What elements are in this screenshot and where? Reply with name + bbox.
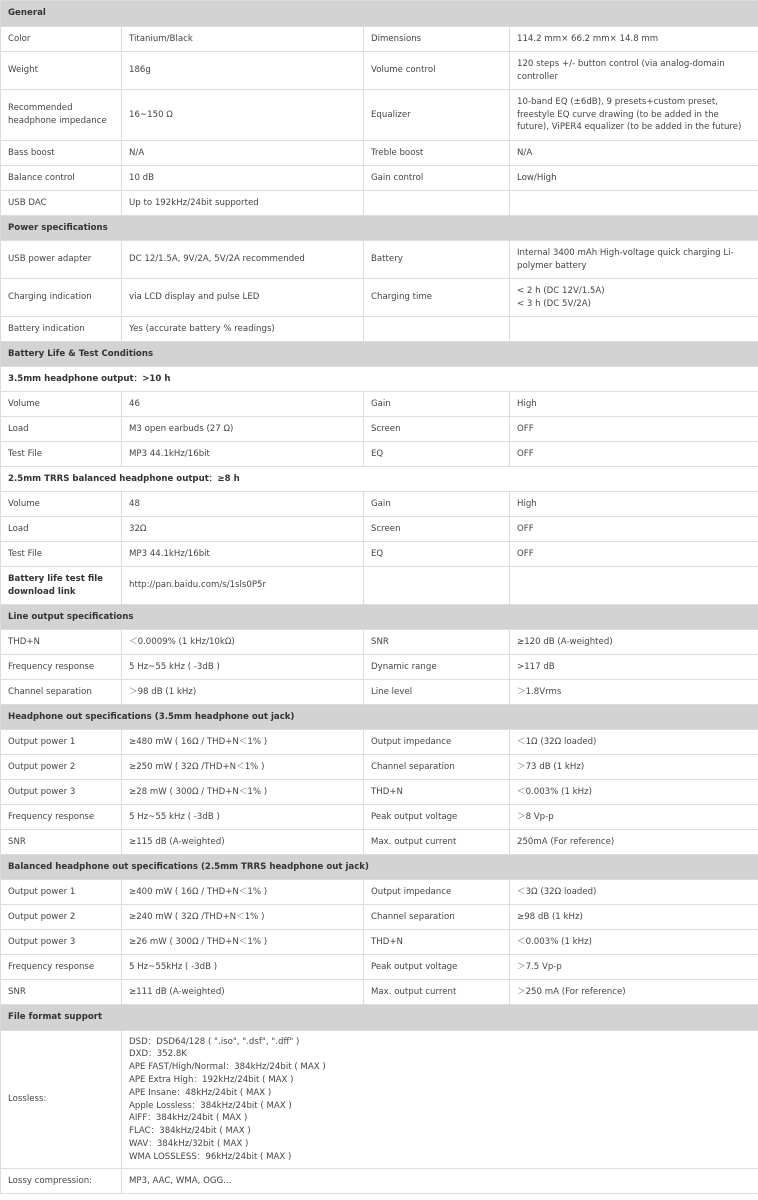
- spec-value: ＞8 Vp-p: [510, 805, 758, 830]
- spec-value: ≥120 dB (A-weighted): [510, 630, 758, 655]
- table-row: [1, 417, 758, 442]
- spec-label: SNR: [1, 980, 122, 1005]
- format-line: Apple Lossless：384kHz/24bit ( MAX ): [129, 1100, 292, 1111]
- spec-value: 10 dB: [122, 166, 364, 191]
- subsection-header: [1, 367, 758, 392]
- table-row: [1, 730, 758, 755]
- spec-value: High: [510, 492, 758, 517]
- empty-cell: [364, 317, 510, 342]
- table-row: [1, 52, 758, 90]
- spec-value: ＞250 mA (For reference): [510, 980, 758, 1005]
- spec-value: DC 12/1.5A, 9V/2A, 5V/2A recommended: [122, 241, 364, 279]
- spec-label: Output power 2: [1, 755, 122, 780]
- section-title: Battery Life & Test Conditions: [1, 342, 758, 367]
- table-row: [1, 90, 758, 141]
- spec-label: Gain: [364, 492, 510, 517]
- spec-value: 5 Hz~55 kHz ( -3dB ): [122, 805, 364, 830]
- spec-label: Screen: [364, 517, 510, 542]
- spec-label: USB DAC: [1, 191, 122, 216]
- spec-label: Volume: [1, 392, 122, 417]
- section-header-battery-life: [1, 342, 758, 367]
- spec-value: ＞98 dB (1 kHz): [122, 680, 364, 705]
- spec-value: 186g: [122, 52, 364, 90]
- empty-cell: [510, 191, 758, 216]
- spec-value: [510, 279, 758, 317]
- spec-value: MP3, AAC, WMA, OGG...: [122, 1169, 758, 1194]
- spec-label: Channel separation: [1, 680, 122, 705]
- table-row: [1, 1169, 758, 1194]
- format-line: WAV：384kHz/32bit ( MAX ): [129, 1138, 249, 1149]
- table-row: [1, 1031, 758, 1169]
- table-row: [1, 567, 758, 605]
- spec-value: ＜1Ω (32Ω loaded): [510, 730, 758, 755]
- section-header-headphone-out: [1, 705, 758, 730]
- subsection-header: [1, 467, 758, 492]
- table-row: [1, 27, 758, 52]
- spec-value: ≥26 mW ( 300Ω / THD+N＜1% ): [122, 930, 364, 955]
- table-row: [1, 141, 758, 166]
- spec-value: 16~150 Ω: [122, 90, 364, 141]
- spec-value: 250mA (For reference): [510, 830, 758, 855]
- spec-label: Weight: [1, 52, 122, 90]
- spec-label: THD+N: [1, 630, 122, 655]
- spec-label: Volume control: [364, 52, 510, 90]
- spec-value: 5 Hz~55kHz ( -3dB ): [122, 955, 364, 980]
- spec-value: Up to 192kHz/24bit supported: [122, 191, 364, 216]
- format-line: APE FAST/High/Normal：384kHz/24bit ( MAX ): [129, 1062, 326, 1073]
- spec-label: EQ: [364, 442, 510, 467]
- spec-label: Load: [1, 417, 122, 442]
- spec-value: Internal 3400 mAh High-voltage quick charging Li-polymer battery: [510, 241, 758, 279]
- table-row: [1, 655, 758, 680]
- spec-value: ≥240 mW ( 32Ω /THD+N＜1% ): [122, 905, 364, 930]
- spec-value: MP3 44.1kHz/16bit: [122, 542, 364, 567]
- spec-label: Output power 3: [1, 930, 122, 955]
- table-row: [1, 392, 758, 417]
- spec-label: Recommended headphone impedance: [1, 90, 122, 141]
- spec-value: 114.2 mm× 66.2 mm× 14.8 mm: [510, 27, 758, 52]
- spec-value: ≥400 mW ( 16Ω / THD+N＜1% ): [122, 880, 364, 905]
- spec-label: Frequency response: [1, 955, 122, 980]
- section-title: Balanced headphone out specifications (2.5mm TRRS headphone out jack): [1, 855, 758, 880]
- format-line: FLAC：384kHz/24bit ( MAX ): [129, 1126, 251, 1137]
- spec-label: Dynamic range: [364, 655, 510, 680]
- spec-value: ≥111 dB (A-weighted): [122, 980, 364, 1005]
- spec-label: Channel separation: [364, 905, 510, 930]
- charging-time-line: < 2 h (DC 12V/1.5A): [517, 285, 605, 296]
- table-row: [1, 780, 758, 805]
- format-line: WMA LOSSLESS：96kHz/24bit ( MAX ): [129, 1151, 292, 1162]
- spec-label: Volume: [1, 492, 122, 517]
- spec-label: Output impedance: [364, 880, 510, 905]
- spec-value: via LCD display and pulse LED: [122, 279, 364, 317]
- lossless-format-list: [122, 1031, 758, 1169]
- empty-cell: [364, 567, 510, 605]
- table-row: [1, 755, 758, 780]
- spec-value: ≥115 dB (A-weighted): [122, 830, 364, 855]
- spec-label: Output impedance: [364, 730, 510, 755]
- section-title: Line output specifications: [1, 605, 758, 630]
- spec-label: Frequency response: [1, 655, 122, 680]
- spec-label: Battery: [364, 241, 510, 279]
- spec-value: ≥98 dB (1 kHz): [510, 905, 758, 930]
- format-line: DSD：DSD64/128 ( ".iso", ".dsf", ".dff" ): [129, 1036, 300, 1047]
- table-row: [1, 317, 758, 342]
- spec-label: Line level: [364, 680, 510, 705]
- spec-label: Treble boost: [364, 141, 510, 166]
- spec-label: Balance control: [1, 166, 122, 191]
- spec-value: ＜0.0009% (1 kHz/10kΩ): [122, 630, 364, 655]
- spec-label: Peak output voltage: [364, 805, 510, 830]
- spec-value: ≥28 mW ( 300Ω / THD+N＜1% ): [122, 780, 364, 805]
- spec-label: Charging time: [364, 279, 510, 317]
- subsection-title: 3.5mm headphone output：>10 h: [1, 367, 758, 392]
- spec-label: Load: [1, 517, 122, 542]
- spec-label: Color: [1, 27, 122, 52]
- spec-value: ＞1.8Vrms: [510, 680, 758, 705]
- table-row: [1, 930, 758, 955]
- spec-value: High: [510, 392, 758, 417]
- spec-value: Titanium/Black: [122, 27, 364, 52]
- spec-label: THD+N: [364, 930, 510, 955]
- spec-label: Gain: [364, 392, 510, 417]
- section-title: Power specifications: [1, 216, 758, 241]
- table-row: [1, 905, 758, 930]
- spec-value: OFF: [510, 517, 758, 542]
- section-header-balanced-out: [1, 855, 758, 880]
- spec-value: Low/High: [510, 166, 758, 191]
- section-title: File format support: [1, 1005, 758, 1031]
- spec-label: Test File: [1, 442, 122, 467]
- spec-value: ＞73 dB (1 kHz): [510, 755, 758, 780]
- spec-label: Dimensions: [364, 27, 510, 52]
- spec-label: Battery life test file download link: [1, 567, 122, 605]
- empty-cell: [510, 317, 758, 342]
- section-title: Headphone out specifications (3.5mm headphone out jack): [1, 705, 758, 730]
- spec-label: Equalizer: [364, 90, 510, 141]
- spec-value: OFF: [510, 417, 758, 442]
- spec-label: Channel separation: [364, 755, 510, 780]
- spec-label: Lossy compression:: [1, 1169, 122, 1194]
- spec-label: Peak output voltage: [364, 955, 510, 980]
- section-header-general: [1, 1, 758, 27]
- table-row: [1, 442, 758, 467]
- spec-value: ＞7.5 Vp-p: [510, 955, 758, 980]
- empty-cell: [364, 191, 510, 216]
- table-row: [1, 166, 758, 191]
- section-header-power: [1, 216, 758, 241]
- spec-value: 5 Hz~55 kHz ( -3dB ): [122, 655, 364, 680]
- spec-value: MP3 44.1kHz/16bit: [122, 442, 364, 467]
- spec-value: 48: [122, 492, 364, 517]
- spec-value: 46: [122, 392, 364, 417]
- table-row: [1, 542, 758, 567]
- spec-label: THD+N: [364, 780, 510, 805]
- table-row: [1, 517, 758, 542]
- table-row: [1, 241, 758, 279]
- spec-label: EQ: [364, 542, 510, 567]
- table-row: [1, 492, 758, 517]
- spec-value: N/A: [510, 141, 758, 166]
- spec-value: Yes (accurate battery % readings): [122, 317, 364, 342]
- spec-label: USB power adapter: [1, 241, 122, 279]
- spec-label: Lossless:: [1, 1031, 122, 1169]
- spec-value: 120 steps +/- button control (via analog-domain controller: [510, 52, 758, 90]
- spec-value: M3 open earbuds (27 Ω): [122, 417, 364, 442]
- spec-label: Screen: [364, 417, 510, 442]
- spec-label: Bass boost: [1, 141, 122, 166]
- spec-label: Max. output current: [364, 980, 510, 1005]
- format-line: APE Extra High：192kHz/24bit ( MAX ): [129, 1074, 294, 1085]
- table-row: [1, 880, 758, 905]
- table-row: [1, 830, 758, 855]
- format-line: DXD：352.8K: [129, 1049, 187, 1060]
- section-header-line-out: [1, 605, 758, 630]
- format-line: APE Insane：48kHz/24bit ( MAX ): [129, 1087, 272, 1098]
- spec-value: 32Ω: [122, 517, 364, 542]
- table-row: [1, 279, 758, 317]
- spec-value: ＜0.003% (1 kHz): [510, 780, 758, 805]
- spec-label: Output power 3: [1, 780, 122, 805]
- spec-label: Battery indication: [1, 317, 122, 342]
- spec-value: OFF: [510, 542, 758, 567]
- spec-value: ≥480 mW ( 16Ω / THD+N＜1% ): [122, 730, 364, 755]
- spec-value: ＜3Ω (32Ω loaded): [510, 880, 758, 905]
- download-link[interactable]: http://pan.baidu.com/s/1sls0P5r: [122, 567, 364, 605]
- table-row: [1, 805, 758, 830]
- spec-value: N/A: [122, 141, 364, 166]
- spec-label: SNR: [364, 630, 510, 655]
- charging-time-line: < 3 h (DC 5V/2A): [517, 298, 591, 309]
- spec-label: Test File: [1, 542, 122, 567]
- spec-label: SNR: [1, 830, 122, 855]
- spec-label: Charging indication: [1, 279, 122, 317]
- table-row: [1, 955, 758, 980]
- spec-label: Frequency response: [1, 805, 122, 830]
- table-row: [1, 680, 758, 705]
- subsection-title: 2.5mm TRRS balanced headphone output：≥8 h: [1, 467, 758, 492]
- table-row: [1, 980, 758, 1005]
- spec-label: Max. output current: [364, 830, 510, 855]
- spec-label: Output power 2: [1, 905, 122, 930]
- format-line: AIFF：384kHz/24bit ( MAX ): [129, 1113, 248, 1124]
- section-title: General: [1, 1, 758, 27]
- spec-value: ≥250 mW ( 32Ω /THD+N＜1% ): [122, 755, 364, 780]
- table-row: [1, 191, 758, 216]
- spec-label: Output power 1: [1, 880, 122, 905]
- table-row: [1, 630, 758, 655]
- spec-value: ＜0.003% (1 kHz): [510, 930, 758, 955]
- section-header-file-format: [1, 1005, 758, 1031]
- spec-value: 10-band EQ (±6dB), 9 presets+custom preset, freestyle EQ curve drawing (to be added in the future), ViPER4 equalizer (to be added in the future): [510, 90, 758, 141]
- empty-cell: [510, 567, 758, 605]
- spec-value: OFF: [510, 442, 758, 467]
- spec-label: Output power 1: [1, 730, 122, 755]
- spec-value: >117 dB: [510, 655, 758, 680]
- spec-label: Gain control: [364, 166, 510, 191]
